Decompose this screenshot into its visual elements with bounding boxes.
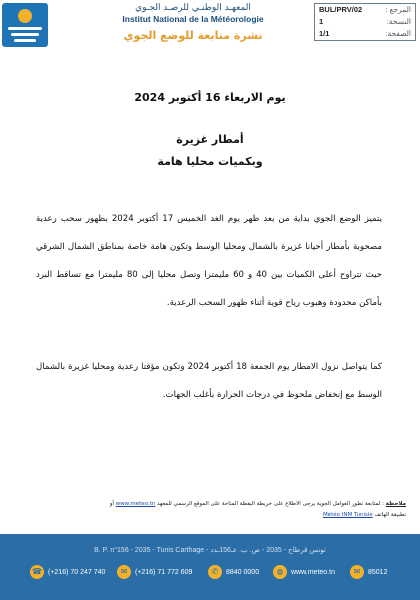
headline-line-2: وبكميات محليا هامة (157, 155, 263, 168)
sms-icon: ✉ (350, 565, 364, 579)
contact-website (273, 561, 335, 583)
reference-row (315, 4, 415, 16)
note-label: ملاحظة (385, 501, 406, 507)
reference-box (314, 3, 416, 41)
institute-name-arabic: المعهـد الوطنـي للرصـد الجـوي (135, 3, 251, 13)
app-link[interactable]: Météo INM Tunisie (322, 512, 373, 518)
contact-toll-free (208, 561, 259, 583)
version-row (315, 16, 415, 28)
globe-icon: ◍ (273, 565, 287, 579)
paragraph-2: كما يتواصل نزول الامطار يوم الجمعة 18 أكتوبر 2024 وتكون مؤقتا رعدية ومحليا غزيرة بالشمال الوسط مع إنخفاض ملحوظ في درجات الحرارة بأغلب الجهات. (36, 362, 383, 400)
wave-icon (11, 33, 39, 36)
wave-icon (8, 27, 42, 30)
contact-fax-text: (+216) 71 772 609 (135, 568, 193, 576)
version-label: النسخة: (386, 17, 411, 26)
footer-address: B. P. n°156 - 2035 - Tunis Carthage - تونس قرطاج - 2035 - ص. ب. عـ156ـدد (94, 547, 326, 554)
inm-logo (2, 3, 48, 47)
contact-bar (0, 561, 420, 583)
note-or: أو (109, 501, 114, 507)
reference-value: BUL/PRV/02 (319, 5, 363, 14)
website-link[interactable]: www.meteo.tn (115, 501, 156, 507)
paragraph-1: يتميز الوضع الجوي بداية من بعد ظهر يوم الغد الخميس 17 أكتوبر 2024 بظهور سحب رعدية مصحوبة بأمطار أحيانا غزيرة بالشمال ومحليا الوسط وتكون هامة خاصة بمناطق الشمال الشرقي حيث تتراوح أعلى الكميات بين 40 و 60 مليمترا وتصل محليا إلى 80 مليمترا مع تساقط البرد بأماكن محدودة وهبوب رياح قوية أثناء ظهور السحب الرعدية. (36, 214, 383, 308)
phone-icon: ☎ (30, 565, 44, 579)
contact-website-text[interactable]: www.meteo.tn (291, 568, 335, 576)
institute-name-french: Institut National de la Météorologie (122, 14, 264, 24)
note-text: : لمتابعة تطور العوامل الجوية يرجى الاطلاع على خريطة اليقظة المتاحة على الموقع الرسمي للمعهد (157, 501, 384, 507)
contact-toll-free-text: 8840 0000 (226, 568, 260, 576)
page-row (315, 28, 415, 40)
app-text: تطبيقة الهاتف (374, 512, 406, 518)
footer (0, 534, 420, 600)
headline-line-1: أمطار غزيرة (176, 133, 244, 146)
institute-name-block (118, 3, 268, 43)
page-value: 1/1 (319, 29, 330, 38)
version-value: 1 (319, 17, 324, 26)
contact-phone (30, 561, 105, 583)
note (14, 499, 406, 521)
fax-icon: ✉ (117, 565, 131, 579)
header (0, 0, 420, 50)
contact-fax (117, 561, 192, 583)
contact-phone-text: (+216) 70 247 740 (48, 568, 106, 576)
wave-icon (14, 39, 36, 42)
toll-free-icon: ✆ (208, 565, 222, 579)
bulletin-title: نشرة متابعة للوضع الجوي (123, 29, 263, 42)
page-label: الصفحة: (385, 29, 411, 38)
reference-label: المرجع : (385, 5, 411, 14)
contact-sms (350, 561, 387, 583)
contact-sms-text: 85012 (368, 568, 388, 576)
sun-icon (18, 9, 32, 23)
bulletin-date: يوم الاربعاء 16 أكتوبر 2024 (134, 91, 286, 104)
